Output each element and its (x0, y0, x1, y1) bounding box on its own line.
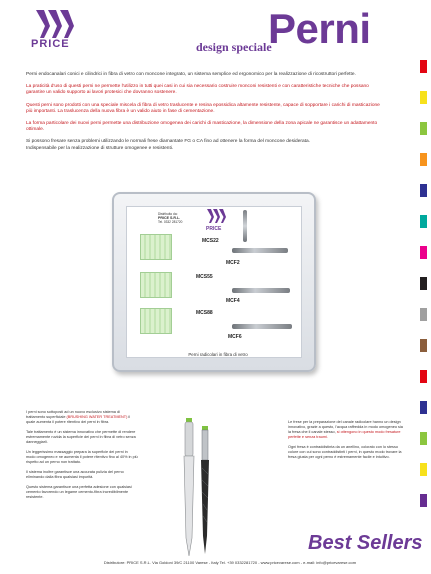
color-swatch (420, 246, 427, 259)
intro-sentence: Indispensabile per la realizzazione di strutture omogenee e resistenti. (26, 145, 174, 151)
post-tray (140, 234, 172, 260)
post-and-bur-illustration (178, 418, 218, 558)
color-swatch (420, 91, 427, 104)
color-swatch-bar (420, 60, 427, 525)
color-swatch (420, 277, 427, 290)
treatment-sentence: I perni sono sottoposti ad un nuovo esclusivo sistema di trattamento superficiale (26, 410, 120, 419)
intro-paragraph (26, 139, 386, 151)
bur-sentence: Le frese per la preparazione del canale radicolare hanno un design innovativo, grazie a questo, l'acqua raffredda in modo omogeneo sia la fresa che il canale stesso, (288, 420, 403, 434)
kit-distributor-label: Distribuito da: (158, 212, 178, 216)
kit-label: MCF6 (228, 334, 242, 340)
bur-text (288, 420, 406, 465)
bur-highlight: si ottengono in questo modo fresature perfette e senza traumi. (288, 430, 401, 439)
color-swatch (420, 432, 427, 445)
treatment-highlight: (BRUSHING WATER TREATMENT) (66, 415, 128, 419)
color-swatch (420, 463, 427, 476)
color-swatch (420, 494, 427, 507)
treatment-paragraph (26, 410, 138, 425)
brand-wordmark: PRICE (31, 38, 70, 50)
bur-instrument (232, 248, 288, 253)
treatment-paragraph: Un leggerissimo massaggio prepara la superficie dei perni in modo omogeneo e ne aumenta il potere ritentivo fino al 40% in più rispetto ad un perno non trattato. (26, 450, 138, 464)
intro-paragraph: La praticità d'uso di questi perni ne permette l'utilizzo in tutti quei casi in cui sia necessario costruire monconi resistenti e con caratteristiche tecniche che possano garantire un valido supporto ai lavori protesici che dovranno sostenere. (26, 84, 369, 96)
footer-contact: Distributore: PRICE S.R.L. Via Goldoni 39/C 21100 Varese - Italy Tel. +39 0332281720 - www.pricevarese.com - e-mail: info@pricevarese.com (103, 560, 357, 565)
product-kit-photo (112, 192, 316, 372)
treatment-paragraph: Questo sistema garantisce una perfetta adesione con qualsiasi cemento favorendo un legame cemento-fibra incredibilmente resistente. (26, 485, 132, 499)
intro-sentence: Si possono fresare senza problemi utilizzando le normali frese diamantate FG o CA fino ad ottenere la forma del moncone desiderata. (26, 139, 310, 145)
color-swatch (420, 122, 427, 135)
color-swatch (420, 184, 427, 197)
color-swatch (420, 60, 427, 73)
color-swatch (420, 401, 427, 414)
best-sellers-banner: Best Sellers (308, 532, 423, 554)
bur-instrument (232, 288, 290, 293)
bur-instrument (232, 324, 292, 329)
bur-paragraph: Ogni fresa è contraddistinta da un anellino, colorato con lo stesso colore con cui sono contraddistinti i perni, in questo modo trovare la fresa giusta per ogni perno è estremamente facile e intuitivo. (288, 445, 402, 459)
intro-text (26, 72, 386, 158)
treatment-sentence: il quale aumenta il potere ritentivo dei perni in fibra. (26, 415, 131, 424)
color-swatch (420, 339, 427, 352)
bur-paragraph (288, 420, 406, 440)
kit-distributor-tel: Tel. 0332 281720 (158, 220, 183, 224)
subtitle: design speciale (196, 40, 272, 54)
kit-brand: PRICE (206, 226, 222, 232)
kit-label: MCF2 (226, 260, 240, 266)
treatment-paragraph: Il sistema inoltre garantisce una accurata pulizia del perno eliminando dalla fibra qualsiasi impurità. (26, 470, 124, 479)
kit-label: MCF4 (226, 298, 240, 304)
color-swatch (420, 308, 427, 321)
color-swatch (420, 215, 427, 228)
kit-label: MCS22 (202, 238, 219, 244)
treatment-paragraph: Tale trattamento è un sistema innovativo che permette di rendere estremamente ruvida la superficie dei perni in fibra di vetro senza danneggiarli. (26, 430, 136, 444)
kit-distributor (158, 212, 182, 224)
color-swatch (420, 153, 427, 166)
treatment-text (26, 410, 138, 505)
color-swatch (420, 370, 427, 383)
bur-instrument (243, 210, 247, 242)
post-tray (140, 272, 172, 298)
post-tray (140, 308, 172, 334)
page-title: Perni (268, 5, 371, 52)
intro-paragraph: La forma particolare dei nuovi perni permette una distribuzione omogenea dei carichi di masticazione, la dimensione della zona apicale ne garantisce un adattamento ottimale. (26, 121, 378, 133)
kit-label: MCS55 (196, 274, 213, 280)
kit-label: MCS88 (196, 310, 213, 316)
kit-caption: Perni radicolari in fibra di vetro (188, 352, 248, 357)
intro-paragraph: Questi perni sono prodotti con una speciale miscela di fibra di vetro traslucente e resina epossidica altamente resistente, capace di sopportare i carichi di masticazione più importanti. La traslucenza della nuova fibra è un valido aiuto in fase di cementazione. (26, 102, 380, 114)
intro-paragraph: Perni endocanalari conici e cilindrici in fibra di vetro con moncone integrato, un sistema semplice ed ergonomico per la realizzazione di ricostruttori perfette. (26, 72, 356, 77)
kit-distributor-name: PRICE S.R.L. (158, 216, 181, 220)
